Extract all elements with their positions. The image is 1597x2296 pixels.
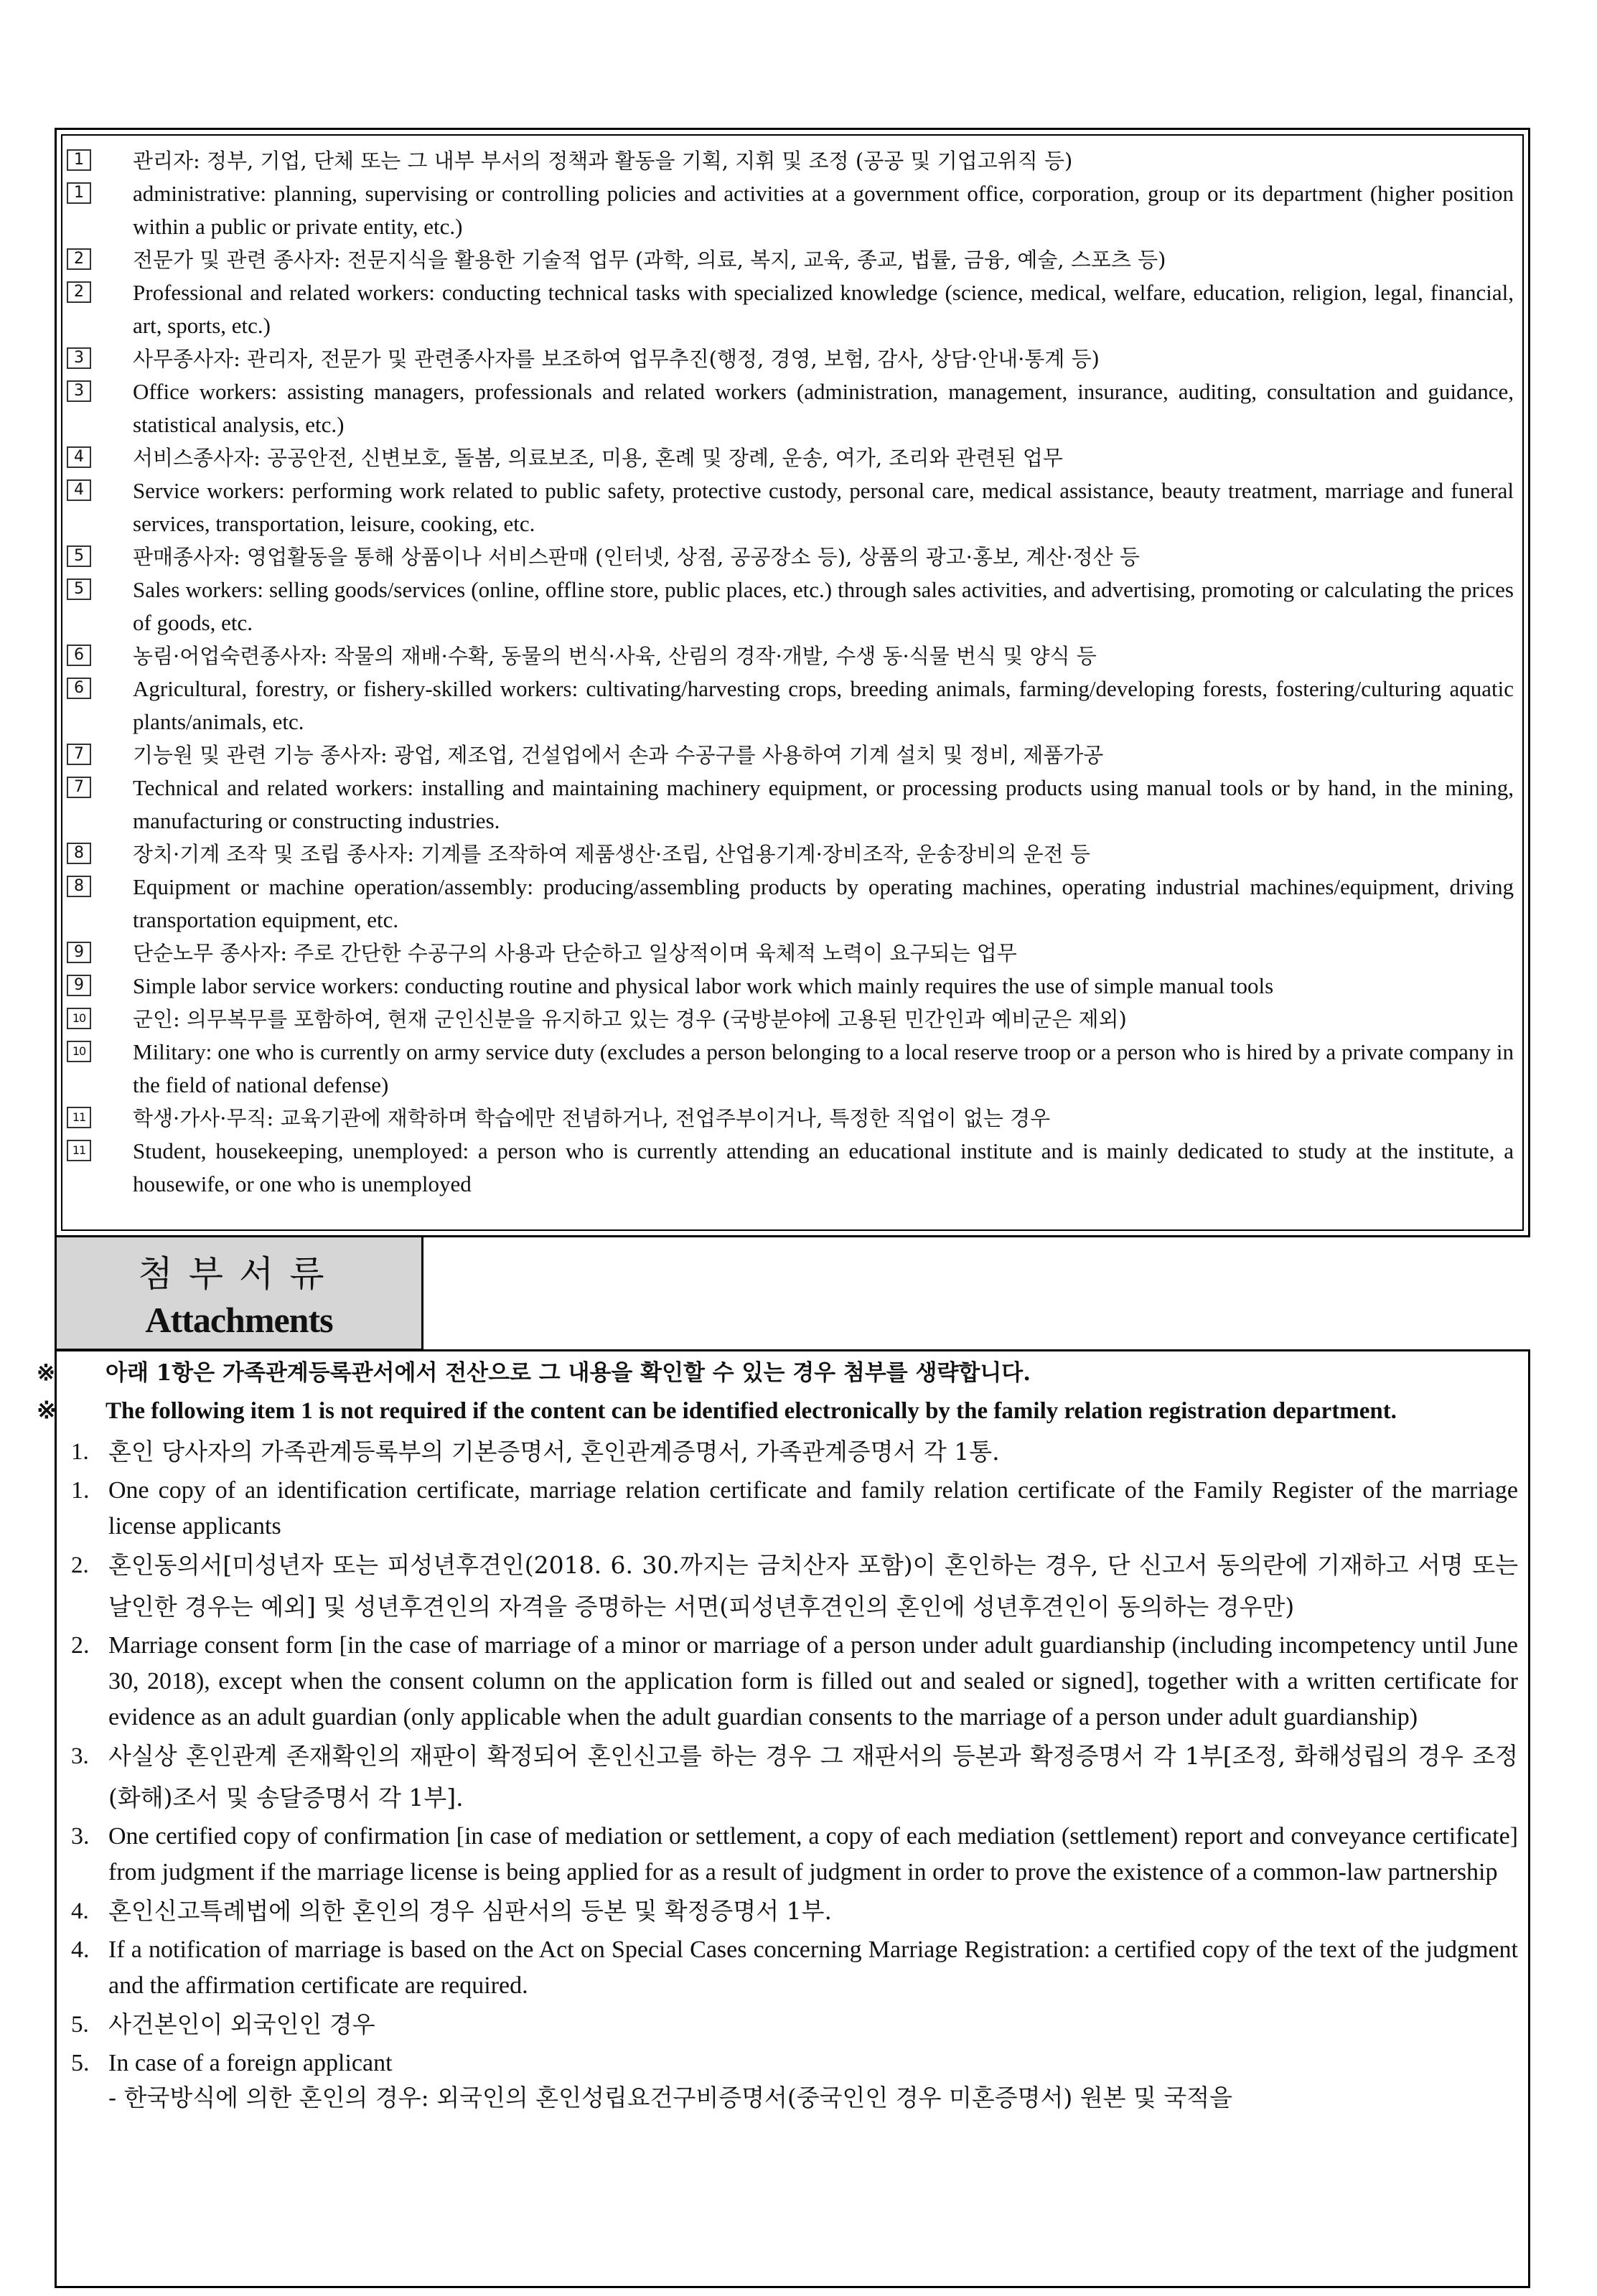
- occupation-number-box: 11: [67, 1140, 91, 1161]
- attachment-item-number: 4.: [71, 1898, 89, 1924]
- attachment-item-number: 3.: [71, 1823, 90, 1850]
- attachment-item-number: 1.: [71, 1439, 89, 1465]
- attachment-item-text-en: In case of a foreign applicant: [108, 2050, 393, 2076]
- note-ko: [37, 1354, 1518, 1392]
- occupation-row-ko: [67, 838, 1514, 871]
- attachment-item-text-en: One copy of an identification certificate, marriage relation certificate and family relation certificate of the Family Register of the marriage license applicants: [108, 1477, 1518, 1540]
- occupation-description-ko: 전문가 및 관련 종사자: 전문지식을 활용한 기술적 업무 (과학, 의료, 복지, 교육, 종교, 법률, 금융, 예술, 스포츠 등): [133, 248, 1166, 272]
- occupation-description-en: Professional and related workers: conducting technical tasks with specialized knowledge (science, medical, welfare, education, religion, legal, financial, art, sports, etc.): [133, 280, 1514, 338]
- occupation-codes-box: [55, 128, 1530, 1237]
- attachments-title-ko: 첨부서류: [138, 1253, 340, 1295]
- attachments-title-en: Attachments: [145, 1300, 333, 1340]
- occupation-number-box: 10: [67, 1041, 91, 1062]
- attachment-item-text-ko: 혼인동의서[미성년자 또는 피성년후견인(2018. 6. 30.까지는 금치산자 포함)이 혼인하는 경우, 단 신고서 동의란에 기재하고 서명 또는 날인한 경우는 예외] 및 성년후견인의 자격을 증명하는 서면(피성년후견인의 혼인에 성년후견인이 동의하는 경우만): [108, 1551, 1518, 1621]
- occupation-description-ko: 농림·어업숙련종사자: 작물의 재배·수확, 동물의 번식·사육, 산림의 경작·개발, 수생 동·식물 번식 및 양식 등: [133, 644, 1097, 668]
- occupation-row-ko: [67, 937, 1514, 970]
- occupation-description-ko: 기능원 및 관련 기능 종사자: 광업, 제조업, 건설업에서 손과 수공구를 사용하여 기계 설치 및 정비, 제품가공: [133, 743, 1104, 767]
- occupation-number-box: 3: [67, 380, 91, 402]
- occupation-number-box: 5: [67, 578, 91, 600]
- attachment-item-en: [71, 1819, 1518, 1890]
- occupation-row-en: [67, 474, 1514, 540]
- occupation-description-en: Technical and related workers: installing and maintaining machinery equipment, or processing products using manual tools or by hand, in the mining, manufacturing or constructing industries.: [133, 775, 1514, 833]
- occupation-number-box: 7: [67, 777, 91, 798]
- note-en: [37, 1392, 1518, 1431]
- attachment-item-text-ko: 사건본인이 외국인인 경우: [108, 2010, 375, 2038]
- occupation-description-en: Simple labor service workers: conducting routine and physical labor work which mainly requires the use of simple manual tools: [133, 973, 1274, 998]
- occupation-description-ko: 학생·가사·무직: 교육기관에 재학하며 학습에만 전념하거나, 전업주부이거나, 특정한 직업이 없는 경우: [133, 1106, 1051, 1130]
- occupation-description-ko: 판매종사자: 영업활동을 통해 상품이나 서비스판매 (인터넷, 상점, 공공장소 등), 상품의 광고·홍보, 계산·정산 등: [133, 545, 1140, 569]
- attachment-sub-item: - 한국방식에 의한 혼인의 경우: 외국인의 혼인성립요건구비증명서(중국인인 경우 미혼증명서) 원본 및 국적을: [108, 2084, 1233, 2112]
- occupation-number-box: 8: [67, 843, 91, 864]
- occupation-row-en: [67, 1036, 1514, 1102]
- attachment-item-en: [71, 1473, 1518, 1545]
- occupation-description-ko: 장치·기계 조작 및 조립 종사자: 기계를 조작하여 제품생산·조립, 산업용기계·장비조작, 운송장비의 운전 등: [133, 842, 1090, 866]
- occupation-description-ko: 사무종사자: 관리자, 전문가 및 관련종사자를 보조하여 업무추진(행정, 경영, 보험, 감사, 상담·안내·통계 등): [133, 347, 1100, 371]
- attachment-item-number: 1.: [71, 1477, 90, 1504]
- occupation-description-ko: 서비스종사자: 공공안전, 신변보호, 돌봄, 의료보조, 미용, 혼례 및 장례, 운송, 여가, 조리와 관련된 업무: [133, 446, 1063, 470]
- attachment-item-en: [71, 2046, 1518, 2081]
- note-ko-text: 아래 1항은 가족관계등록관서에서 전산으로 그 내용을 확인할 수 있는 경우 첨부를 생략합니다.: [106, 1360, 1031, 1386]
- occupation-description-en: Military: one who is currently on army service duty (excludes a person belonging to a local reserve troop or a person who is hired by a private company in the field of national defense): [133, 1039, 1514, 1097]
- occupation-list: [61, 134, 1524, 1231]
- occupation-description-en: administrative: planning, supervising or controlling policies and activities at a government office, corporation, group or its department (higher position within a public or private entity, etc.): [133, 181, 1514, 239]
- occupation-row-en: [67, 177, 1514, 243]
- attachment-item-text-en: Marriage consent form [in the case of marriage of a minor or marriage of a person under adult guardianship (including incompetency until June 30, 2018), except when the consent column on the application form is filled out and sealed or signed], together with a written certificate for evidence as an adult guardian (only applicable when the adult guardian consents to the marriage of a person under adult guardianship): [108, 1632, 1518, 1730]
- occupation-row-en: [67, 276, 1514, 342]
- occupation-number-box: 7: [67, 744, 91, 765]
- occupation-number-box: 2: [67, 281, 91, 303]
- occupation-number-box: 4: [67, 446, 91, 468]
- attachment-item-number: 3.: [71, 1743, 89, 1769]
- occupation-number-box: 8: [67, 876, 91, 897]
- occupation-row-ko: [67, 243, 1514, 276]
- occupation-number-box: 6: [67, 645, 91, 666]
- occupation-row-ko: [67, 739, 1514, 772]
- attachment-item-number: 4.: [71, 1936, 90, 1963]
- attachments-header: [55, 1237, 423, 1351]
- occupation-description-ko: 관리자: 정부, 기업, 단체 또는 그 내부 부서의 정책과 활동을 기획, 지휘 및 조정 (공공 및 기업고위직 등): [133, 149, 1073, 173]
- attachment-item-text-ko: 혼인 당사자의 가족관계등록부의 기본증명서, 혼인관계증명서, 가족관계증명서 각 1통.: [108, 1438, 1000, 1466]
- attachments-box: [37, 1349, 1530, 2288]
- occupation-row-en: [67, 1135, 1514, 1201]
- occupation-description-ko: 군인: 의무복무를 포함하여, 현재 군인신분을 유지하고 있는 경우 (국방분야에 고용된 민간인과 예비군은 제외): [133, 1007, 1127, 1031]
- attachment-item-text-en: If a notification of marriage is based on the Act on Special Cases concerning Marriage Registration: a certified copy of the text of the judgment and the affirmation certificate are required.: [108, 1936, 1518, 1999]
- occupation-description-en: Agricultural, forestry, or fishery-skilled workers: cultivating/harvesting crops, breeding animals, farming/developing forests, fostering/culturing aquatic plants/animals, etc.: [133, 676, 1514, 734]
- occupation-row-en: [67, 772, 1514, 838]
- reference-mark: ※: [37, 1360, 55, 1386]
- occupation-row-en: [67, 375, 1514, 441]
- attachment-item-number: 5.: [71, 2050, 90, 2076]
- occupation-row-en: [67, 573, 1514, 639]
- attachment-item-number: 2.: [71, 1632, 90, 1659]
- occupation-row-ko: [67, 1003, 1514, 1036]
- attachment-item-ko: [71, 1890, 1518, 1932]
- attachment-item-text-en: One certified copy of confirmation [in case of mediation or settlement, a copy of each mediation (settlement) report and conveyance certificate] from judgment if the marriage license is being applied for as a result of judgment in order to prove the existence of a common-law partnership: [108, 1823, 1518, 1885]
- occupation-row-ko: [67, 441, 1514, 474]
- attachment-item-number: 2.: [71, 1552, 89, 1578]
- attachment-item-ko: [71, 1545, 1518, 1628]
- attachment-item-text-ko: 사실상 혼인관계 존재확인의 재판이 확정되어 혼인신고를 하는 경우 그 재판서의 등본과 확정증명서 각 1부[조정, 화해성립의 경우 조정(화해)조서 및 송달증명서 각 1부].: [108, 1742, 1518, 1812]
- occupation-number-box: 11: [67, 1107, 91, 1128]
- occupation-number-box: 1: [67, 149, 91, 171]
- occupation-row-en: [67, 673, 1514, 739]
- attachment-item-text-ko: 혼인신고특례법에 의한 혼인의 경우 심판서의 등본 및 확정증명서 1부.: [108, 1897, 832, 1925]
- occupation-description-en: Service workers: performing work related to public safety, protective custody, personal care, medical assistance, beauty treatment, marriage and funeral services, transportation, leisure, cooking, etc.: [133, 478, 1514, 536]
- occupation-row-ko: [67, 639, 1514, 673]
- note-en-text: The following item 1 is not required if the content can be identified electronically by the family relation registration department.: [106, 1398, 1397, 1424]
- occupation-row-en: [67, 871, 1514, 937]
- occupation-description-en: Equipment or machine operation/assembly: producing/assembling products by operating machines, operating industrial machines/equipment, driving transportation equipment, etc.: [133, 874, 1514, 932]
- occupation-description-en: Sales workers: selling goods/services (online, offline store, public places, etc.) through sales activities, and advertising, promoting or calculating the prices of goods, etc.: [133, 577, 1514, 635]
- occupation-number-box: 3: [67, 347, 91, 369]
- occupation-row-ko: [67, 342, 1514, 375]
- occupation-description-en: Student, housekeeping, unemployed: a person who is currently attending an educational institute and is mainly dedicated to study at the institute, a housewife, or one who is unemployed: [133, 1138, 1514, 1196]
- occupation-row-en: [67, 970, 1514, 1003]
- attachment-items: [71, 1431, 1518, 2081]
- attachment-item-en: [71, 1932, 1518, 2004]
- occupation-description-ko: 단순노무 종사자: 주로 간단한 수공구의 사용과 단순하고 일상적이며 육체적 노력이 요구되는 업무: [133, 941, 1017, 965]
- occupation-number-box: 2: [67, 248, 91, 270]
- occupation-number-box: 10: [67, 1008, 91, 1029]
- attachment-item-number: 5.: [71, 2012, 89, 2038]
- reference-mark: ※: [37, 1398, 57, 1424]
- attachment-item-ko: [71, 2004, 1518, 2046]
- occupation-description-en: Office workers: assisting managers, professionals and related workers (administration, management, insurance, auditing, consultation and guidance, statistical analysis, etc.): [133, 379, 1514, 437]
- occupation-number-box: 9: [67, 975, 91, 996]
- occupation-row-ko: [67, 1102, 1514, 1135]
- occupation-number-box: 9: [67, 942, 91, 963]
- occupation-number-box: 5: [67, 545, 91, 567]
- occupation-number-box: 1: [67, 182, 91, 204]
- attachment-item-ko: [71, 1431, 1518, 1473]
- occupation-row-ko: [67, 540, 1514, 573]
- attachment-item-en: [71, 1628, 1518, 1735]
- attachment-item-ko: [71, 1735, 1518, 1819]
- occupation-number-box: 6: [67, 678, 91, 699]
- occupation-number-box: 4: [67, 479, 91, 501]
- occupation-row-ko: [67, 144, 1514, 177]
